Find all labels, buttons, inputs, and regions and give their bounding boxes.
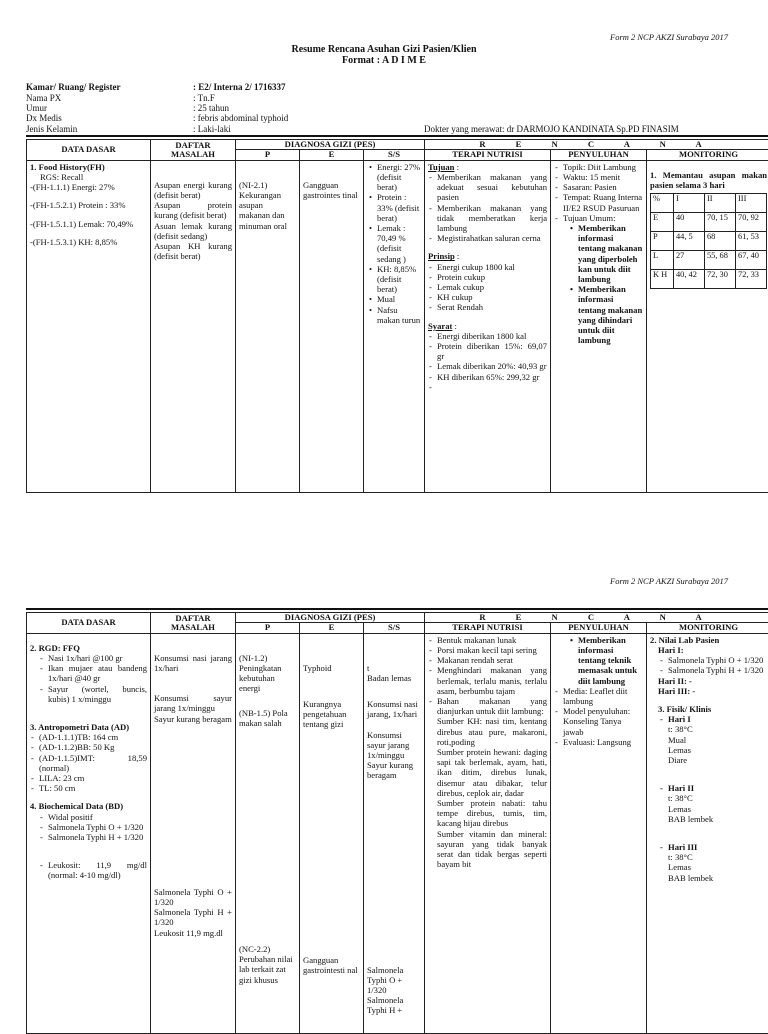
terapi-item: - Bahan makanan yang dianjurkan untuk diit lambung: [437,696,547,716]
masalah-item: Asupan KH kurang (defisit berat) [154,241,232,262]
prinsip-item: - Serat Rendah [437,302,547,312]
id-label-umur: Umur [26,103,47,113]
fisik-item: BAB lembek [668,813,714,824]
header-terapi: TERAPI NUTRISI [425,623,551,633]
diagnosa-p: (NI-1.2) Peningkatan kebutuhan energi [239,652,282,694]
fisik-item: t: 38°C [668,793,693,804]
antro-item: - (AD-1.1.1)TB: 164 cm [39,732,147,742]
intake-cell: 70, 92 [736,213,767,232]
ss-item: • KH: 8,85% (defisit berat) [377,264,421,295]
header-diagnosa: DIAGNOSA GIZI (PES) [236,613,425,623]
diagnosa-p: (NB-1.5) Pola makan salah [239,707,288,728]
terapi-cell [425,633,551,1033]
id-label-kamar: Kamar/ Ruang/ Register [26,82,121,92]
monitoring-cell [647,160,768,492]
data-dasar-cell [27,160,151,492]
bio-item: - Salmonela Typhi O + 1/320 [48,822,147,832]
lab-hari-1: Hari I: [658,645,684,656]
e-cell [300,633,364,1033]
id-label-nama: Nama PX [26,93,62,103]
terapi-item: - Porsi makan kecil tapi sering [437,645,547,655]
header-monitoring: MONITORING [647,623,768,633]
fisik-day-1: - Hari I [668,714,767,724]
penyuluhan-item: - Waktu: 15 menit [563,172,643,182]
antro-item: - (AD-1.1.2)BB: 50 Kg [39,742,147,752]
ss-item: Salmonela Typhi O + 1/320 [367,964,404,996]
divider [26,608,768,610]
intake-table [650,193,767,289]
intake-cell: 70, 15 [704,213,735,232]
intake-cell: 27 [673,251,704,270]
food-history-heading: 1. Food History(FH) [30,161,105,172]
bio-item: - Salmonela Typhi H + 1/320 [48,832,147,842]
tujuan-item: - Memberikan makanan yang tidak memberatkan kerja lambung [437,203,547,234]
p-cell [236,633,300,1033]
intake-cell: 68 [704,232,735,251]
ss-cell [364,160,425,492]
fisik-item: t: 38°C [668,724,693,735]
intake-cell: % [651,194,674,213]
id-label-dx: Dx Medis [26,113,62,123]
masalah-item: Asupan energi kurang (defisit berat) [154,179,232,201]
fh-protein: -(FH-1.5.2.1) Protein : 33% [30,200,126,211]
ss-item: • Protein : 33% (defisit berat) [377,192,421,223]
fisik-item: t: 38°C [668,852,693,863]
id-value-umur: : 25 tahun [193,103,229,113]
fisik-item: Diare [668,755,688,766]
header-daftar-masalah: DAFTAR MASALAH [151,140,236,161]
penyuluhan-item: - Sasaran: Pasien [563,182,643,192]
terapi-sumber: Sumber protein nabati: tahu tempe direbus, tumis, tim, kacang hijau direbus [437,798,548,829]
fisik-item: Lemas [668,803,691,814]
monitoring-heading: 1. Memantau asupan makan pasien selama 3 hari [650,169,768,191]
diagnosa-e: Gangguan gastrointesti nal [303,954,358,975]
rgd-item: - Sayur (wortel, buncis, kubis) 1 x/minggu [48,684,147,704]
masalah-item: Leukosit 11,9 mg.dl [154,927,223,938]
intake-cell: III [736,194,767,213]
masalah-item: Konsumsi sayur jarang 1x/minggu [154,693,232,714]
syarat-item: - Energi diberikan 1800 kal [437,331,547,341]
form-label: Form 2 NCP AKZI Surabaya 2017 [610,32,728,42]
header-e: E [300,150,364,160]
header-data-dasar: DATA DASAR [27,140,151,161]
prinsip-item: - Protein cukup [437,272,547,282]
penyuluhan-item: - Model penyuluhan: Konseling Tanya jawab [563,706,643,737]
terapi-item: - Makanan rendah serat [437,655,547,665]
intake-cell: 55, 68 [704,251,735,270]
ss-item: t [367,662,370,673]
header-ss: S/S [364,150,425,160]
header-penyuluhan: PENYULUHAN [551,150,647,160]
ss-item: Konsumsi nasi jarang, 1x/hari [367,699,418,720]
intake-cell: 72, 30 [704,270,735,289]
fisik-item: Mual [668,734,687,745]
divider [26,135,768,137]
rgd-heading: 2. RGD: FFQ [30,642,80,653]
lab-item: - Salmonela Typhi H + 1/320 [668,665,767,675]
header-p: P [236,150,300,160]
antro-item: - LILA: 23 cm [39,773,147,783]
biochemical-heading: 4. Biochemical Data (BD) [30,801,124,812]
fisik-item: Lemas [668,862,691,873]
lab-item: - Salmonela Typhi O + 1/320 [668,655,767,665]
terapi-sumber: Sumber KH: nasi tim, kentang direbus atau pure, makaroni, roti,poding [437,716,548,747]
document-format: Format : A D I M E [342,55,426,66]
antro-item: - TL: 50 cm [39,783,147,793]
masalah-item: Salmonela Typhi O + 1/320 [154,886,232,908]
syarat-item: - Protein diberikan 15%: 69,07 gr [437,341,547,361]
id-value-kamar: : E2/ Interna 2/ 1716337 [193,82,286,92]
terapi-sumber: Sumber protein hewani: daging sapi tak berlemak, ayam, hati, ikan ditim, direbus lunak, disemur atau dibakar, telur direbus, ceplok air, dadar [437,747,548,798]
lab-hari-2: Hari II: - [658,675,692,686]
document-title: Resume Rencana Asuhan Gizi Pasien/Klien [291,44,477,55]
fisik-day-3: - Hari III [668,842,767,852]
fh-kh: -(FH-1.5.3.1) KH: 8,85% [30,236,118,247]
penyuluhan-item: - Tujuan Umum: [563,213,643,223]
ss-item: Konsumsi sayur jarang 1x/minggu Sayur kurang beragam [367,729,414,781]
rgd-item: - Ikan mujaer atau bandeng 1x/hari @40 gr [48,663,147,683]
diagnosa-p: (NI-2.1) Kekurangan asupan makanan dan minuman oral [239,179,287,231]
header-penyuluhan: PENYULUHAN [551,623,647,633]
recall-label: RGS: Recall [40,172,84,183]
header-data-dasar: DATA DASAR [27,613,151,634]
penyuluhan-item: - Tempat: Ruang Interna II/E2 RSUD Pasuruan [563,192,643,212]
adime-table-page1 [26,139,768,493]
tujuan-item: - Megistirahatkan saluran cerna [437,233,547,243]
terapi-item: - Menghindari makanan yang berlemak, terlalu manis, terlalu asam, berbumbu tajam [437,665,547,696]
prinsip-item: - Lemak cukup [437,282,547,292]
syarat-item: - Lemak diberikan 20%: 40,93 gr [437,361,547,371]
intake-cell: I [673,194,704,213]
ss-item: Badan lemas [367,673,412,684]
masalah-cell [151,633,236,1033]
header-ss: S/S [364,623,425,633]
penyuluhan-cell [551,160,647,492]
fh-lemak: -(FH-1.5.1.1) Lemak: 70,49% [30,218,134,229]
leukosit-item: - Leukosit: 11,9 mg/dl (normal: 4-10 mg/dl) [48,860,147,880]
ss-item: • Lemak : 70,49 % (defisit sedang ) [377,223,421,264]
id-value-dx: : febris abdominal typhoid [193,113,289,123]
intake-cell: 40, 42 [673,270,704,289]
tujuan-item: - Memberikan makanan yang adekuat sesuai kebutuhan pasien [437,172,547,203]
header-rencana: R E N C A N A [425,140,768,150]
header-e: E [300,623,364,633]
intake-cell: II [704,194,735,213]
intake-cell: 72, 33 [736,270,767,289]
lab-hari-3: Hari III: - [658,685,696,696]
terapi-cell: Tujuan : - Memberikan makanan yang adekuat sesuai kebutuhan pasien - Memberikan makanan yang tidak memberatkan kerja lambung - Megistirahatkan saluran cerna Prinsip : - Energi cukup 1800 kal - Protein cukup - Lemak cukup - KH cukup - Serat Rendah Syarat : - Energi diberikan 1800 kal - Protein diberikan 15%: 69,07 gr - Lemak diberikan 20%: 40,93 gr - KH diberikan 65%: 299,32 gr [425,160,551,492]
intake-cell: 40 [673,213,704,232]
intake-cell: 67, 40 [736,251,767,270]
penyuluhan-cell [551,633,647,1033]
penyuluhan-bullet: • Memberikan informasi tentang teknik memasak untuk diit lambung [578,635,643,686]
fisik-heading: 3. Fisik/ Klinis [658,704,712,715]
id-label-jk: Jenis Kelamin [26,124,78,134]
ss-item: • Energi: 27% (defisit berat) [377,162,421,193]
form-label-page2: Form 2 NCP AKZI Surabaya 2017 [610,576,728,586]
intake-cell: 44, 5 [673,232,704,251]
prinsip-label: Prinsip [428,251,455,262]
diagnosa-e: Gangguan gastrointes tinal [303,179,358,201]
masalah-item: Salmonela Typhi H + 1/320 [154,907,232,928]
header-monitoring: MONITORING [647,150,768,160]
doctor-name: Dokter yang merawat: dr DARMOJO KANDINATA Sp.PD FINASIM [424,124,679,134]
header-p: P [236,623,300,633]
header-diagnosa: DIAGNOSA GIZI (PES) [236,140,425,150]
data-dasar-cell [27,633,151,1033]
penyuluhan-item: - Media: Leaflet diit lambung [563,686,643,706]
syarat-label: Syarat [428,320,453,331]
ss-item: Salmonela Typhi H + [367,995,404,1016]
fisik-item: BAB lembek [668,872,714,883]
rgd-item: - Nasi 1x/hari @100 gr [48,653,147,663]
prinsip-item: - Energi cukup 1800 kal [437,262,547,272]
ss-cell [364,633,425,1033]
intake-cell: P [651,232,674,251]
header-terapi: TERAPI NUTRISI [425,150,551,160]
e-cell [300,160,364,492]
penyuluhan-item: - Topik: Diit Lambung [563,162,643,172]
masalah-item: Konsumsi nasi jarang 1x/hari [154,652,232,674]
bio-item: - Widal positif [48,812,147,822]
header-rencana: R E N C A N A [425,613,768,623]
intake-cell: E [651,213,674,232]
masalah-item: Asupan protein kurang (defisit berat) [154,200,232,221]
fisik-item: Lemas [668,744,691,755]
syarat-item: - KH diberikan 65%: 299,32 gr [437,372,547,382]
terapi-sumber: Sumber vitamin dan mineral: sayuran yang tidak banyak serat dan tidak bergas seperti bayam bit [437,828,548,870]
header-daftar-masalah: DAFTAR MASALAH [151,613,236,634]
penyuluhan-bullet: • Memberikan informasi tentang makanan yang dihindari untuk diit lambung [578,284,643,345]
intake-cell: 61, 53 [736,232,767,251]
monitoring-cell [647,633,768,1033]
penyuluhan-item: - Evaluasi: Langsung [563,737,643,747]
lab-heading: 2. Nilai Lab Pasien [650,634,720,645]
penyuluhan-bullet: • Memberikan informasi tentang makanan yang diperboleh kan untuk diit lambung [578,223,643,284]
masalah-item: Sayur kurang beragam [154,713,232,724]
terapi-item: - Bentuk makanan lunak [437,635,547,645]
ss-item: • Mual [377,294,421,304]
intake-cell: L [651,251,674,270]
diagnosa-e: Typhoid [303,662,332,673]
diagnosa-p: (NC-2.2) Perubahan nilai lab terkait zat gizi khusus [239,944,293,985]
prinsip-item: - KH cukup [437,292,547,302]
tujuan-label: Tujuan [428,161,455,172]
fh-energi: -(FH-1.1.1) Energi: 27% [30,182,115,193]
masalah-cell [151,160,236,492]
diagnosa-e: Kurangnya pengetahuan tentang gizi [303,699,347,730]
ss-item: • Nafsu makan turun [377,305,421,325]
antro-item: - (AD-1.1.5)IMT: 18,59 (normal) [39,753,147,773]
id-value-nama: : Tn.F [193,93,215,103]
masalah-item: Asuan lemak kurang (defisit sedang) [154,220,232,241]
id-value-jk: : Laki-laki [193,124,231,134]
p-cell [236,160,300,492]
fisik-day-2: - Hari II [668,783,767,793]
adime-table-page2 [26,612,768,1034]
intake-cell: K H [651,270,674,289]
antropometri-heading: 3. Antropometri Data (AD) [30,722,130,733]
